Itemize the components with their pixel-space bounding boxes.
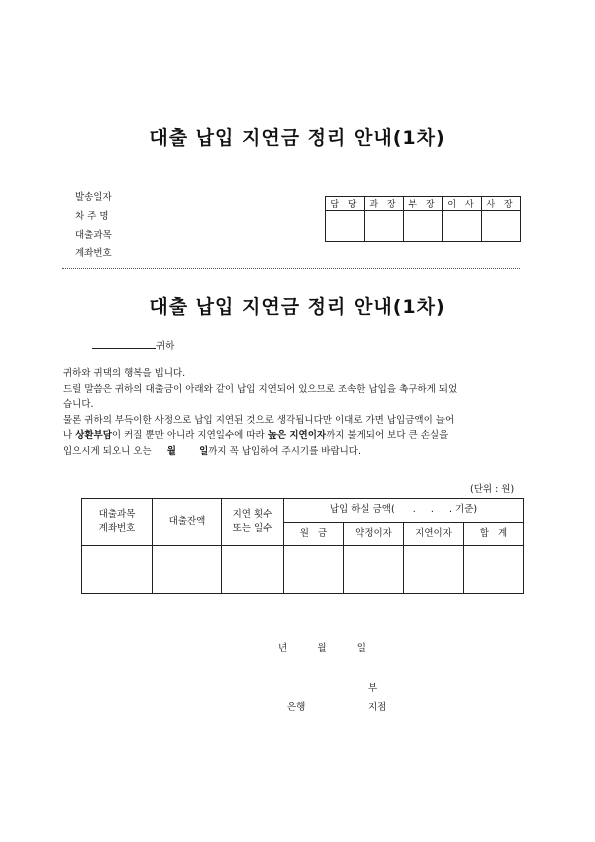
header-contract-interest: 약정이자 [344,522,404,546]
sign-box[interactable] [443,211,482,242]
emphasis-high-interest: 높은 지연이자 [267,430,327,441]
header-text: 대출과목 [98,509,136,520]
cell-delay-interest[interactable] [404,546,464,594]
sign-box[interactable] [482,211,521,242]
recipient-line[interactable] [92,348,156,349]
signature-bank: 은행 [287,702,306,713]
body-line [63,428,525,444]
greeting: 귀하와 귀댁의 행복을 빕니다. [63,368,186,379]
body-line: 습니다. [63,399,94,410]
header-text: 지연 횟수 [232,509,273,520]
approval-table [325,196,521,242]
text-run: 이 커질 뿐만 아니라 지연일수에 따라 [111,430,268,441]
sign-box[interactable] [326,211,365,242]
notice-body [63,366,525,459]
header-delay-count [222,499,284,546]
approval-director: 이 사 [443,197,482,211]
header-principal: 원 금 [284,522,344,546]
cut-line [62,268,520,269]
cell-total[interactable] [464,546,524,594]
header-payment-amount: 납입 하실 금액( . . . 기준) [284,499,524,523]
approval-dept-head: 부 장 [404,197,443,211]
unit-label: (단위 : 원) [470,484,515,495]
approval-section-chief: 과 장 [365,197,404,211]
header-total: 합 계 [464,522,524,546]
header-text: 또는 일수 [232,523,273,534]
header-text: 계좌번호 [98,523,136,534]
header-loan-account [82,499,153,546]
body-line [63,444,525,460]
cell-loan-account[interactable] [82,546,153,594]
cell-delay-count[interactable] [222,546,284,594]
signature-dept: 부 [368,683,378,694]
cell-loan-balance[interactable] [153,546,222,594]
text-run: 까지 불게되어 보다 큰 손실을 [326,430,449,441]
emphasis-repayment-burden: 상환부담 [75,430,112,441]
notice-title: 대출 납입 지연금 정리 안내(1차) [149,296,446,318]
text-run: 나 [63,430,76,441]
amount-table [81,498,524,594]
signature-date: 년 월 일 [278,643,366,654]
body-line: 드릴 말씀은 귀하의 대출금이 아래와 같이 납입 지연되어 있으므로 조속한 납입을 촉구하게 되었 [63,383,458,395]
field-loan-type: 대출과목 [75,230,112,241]
signature-branch: 지점 [368,702,387,713]
recipient-suffix: 귀하 [156,341,175,352]
field-send-date: 발송일자 [75,192,112,203]
approval-staff: 담 당 [326,197,365,211]
body-line: 물론 귀하의 부득이한 사정으로 납입 지연된 것으로 생각됩니다만 이대로 가면 납입금액이 늘어 [63,414,455,426]
cell-contract-interest[interactable] [344,546,404,594]
sign-box[interactable] [404,211,443,242]
due-date: 월 일 [166,445,209,457]
text-run: 까지 꼭 납입하여 주시기를 바랍니다. [208,445,362,457]
page-title: 대출 납입 지연금 정리 안내(1차) [149,127,446,149]
cell-principal[interactable] [284,546,344,594]
approval-president: 사 장 [482,197,521,211]
text-run: 입으시게 되오니 오는 [63,445,167,457]
header-loan-balance: 대출잔액 [153,499,222,546]
header-delay-interest: 지연이자 [404,522,464,546]
sign-box[interactable] [365,211,404,242]
field-account: 계좌번호 [75,248,112,259]
field-borrower: 차 주 명 [75,211,109,222]
